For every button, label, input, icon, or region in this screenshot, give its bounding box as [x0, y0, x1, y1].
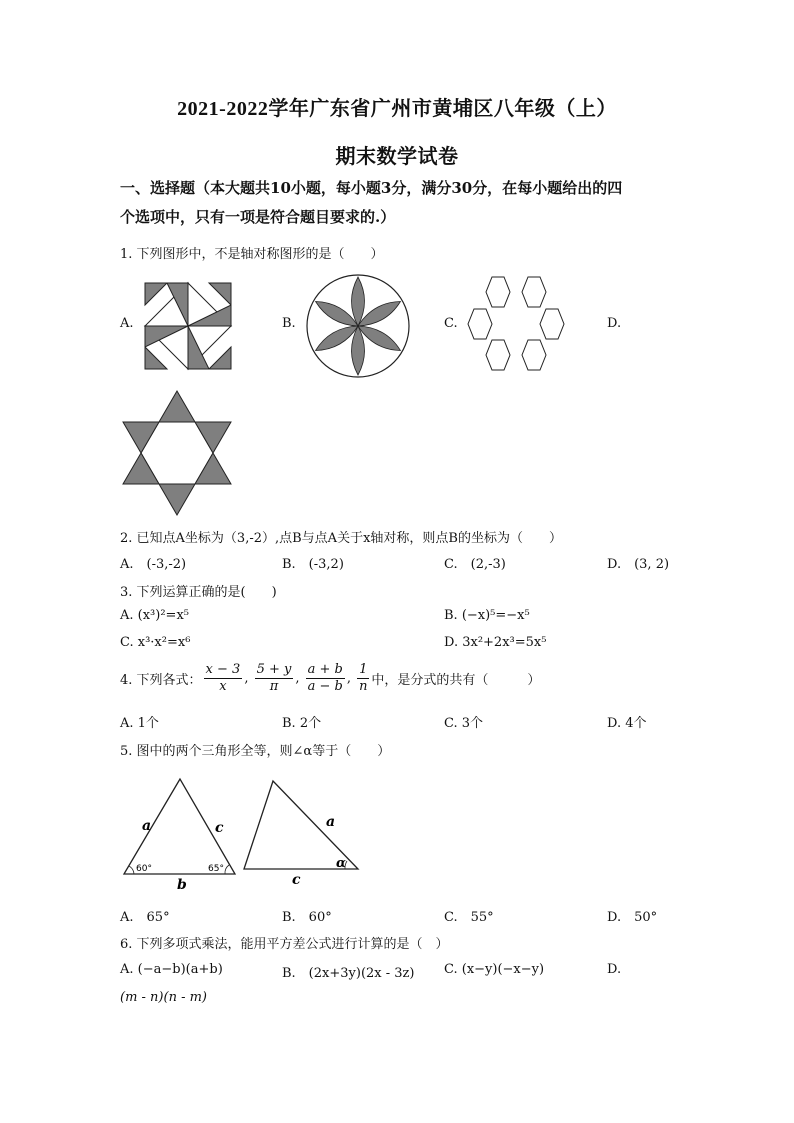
question-1-option-c-label: C. — [444, 316, 458, 331]
question-4-option-d: D. 4个 — [607, 716, 647, 731]
fraction-1: $\frac{x - 3}{x}$ — [205, 662, 241, 694]
question-6-option-d-expression: (m - n)(n - m) — [120, 990, 208, 1005]
question-1-option-b-label: B. — [282, 316, 296, 331]
triangle-2-angle-alpha: α — [336, 856, 347, 871]
fraction-3: $\frac{a + b}{a - b}$ — [307, 662, 343, 694]
triangle-1-angle-left: 60° — [136, 864, 152, 874]
question-5-option-d: D. 50° — [607, 910, 658, 925]
triangle-2-side-c: c — [292, 872, 301, 888]
triangle-1-side-a: a — [142, 818, 152, 834]
question-3-option-d: D. 3x²+2x³=5x⁵ — [444, 635, 547, 650]
fraction-2: $\frac{5 + y}{\pi}$ — [256, 662, 292, 694]
question-5-option-c: C. 55° — [444, 910, 494, 925]
question-6-option-b: B. (2x+3y)(2x - 3z) — [282, 966, 415, 981]
triangle-1-side-b: b — [177, 877, 187, 893]
question-2-option-a: A. (-3,-2) — [120, 557, 187, 572]
question-6-stem: 6. 下列多项式乘法，能用平方差公式进行计算的是（ ） — [120, 937, 449, 952]
flower-circle-figure — [305, 273, 411, 379]
question-1-option-d-label: D. — [607, 316, 622, 331]
question-3-option-c: C. x³·x²=x⁶ — [120, 635, 191, 650]
question-5-option-b: B. 60° — [282, 910, 332, 925]
page-title: 2021-2022学年广东省广州市黄埔区八年级（上） — [177, 98, 617, 120]
question-2-stem: 2. 已知点A坐标为（3,-2）,点B与点A关于x轴对称，则点B的坐标为（ ） — [120, 531, 562, 546]
hexagon-ring-figure — [468, 276, 574, 372]
question-4-prefix: 4. 下列各式： — [120, 673, 202, 688]
question-6-option-a: A. (−a−b)(a+b) — [120, 962, 223, 977]
pinwheel-figure — [143, 281, 233, 371]
question-3-option-a: A. (x³)²=x⁵ — [120, 608, 189, 623]
fraction-4: $\frac{1}{n}$ — [359, 662, 368, 694]
question-3-option-b: B. (−x)⁵=−x⁵ — [444, 608, 530, 623]
question-1-option-a-label: A. — [120, 316, 134, 331]
triangle-2-figure — [240, 779, 364, 889]
question-6-option-c: C. (x−y)(−x−y) — [444, 962, 545, 977]
question-4-suffix: 中，是分式的共有（ ） — [371, 673, 541, 688]
question-4-option-c: C. 3个 — [444, 716, 484, 731]
question-3-stem: 3. 下列运算正确的是( ) — [120, 585, 277, 600]
question-2-option-b: B. (-3,2) — [282, 557, 344, 572]
question-4-option-b: B. 2个 — [282, 716, 322, 731]
question-5-option-a: A. 65° — [120, 910, 170, 925]
triangle-1-angle-right: 65° — [208, 864, 224, 874]
question-6-option-d: D. — [607, 962, 622, 977]
triangle-2-side-a: a — [326, 814, 336, 830]
triangle-1-side-c: c — [215, 820, 224, 836]
star-figure — [121, 390, 233, 516]
section-heading-line2: 个选项中，只有一项是符合题目要求的.） — [120, 208, 396, 226]
question-4-stem: 4. 下列各式： $\frac{x - 3}{x}$ , $\frac{5 + y}{\pi}$ , $\frac{a + b}{a - b}$ , $\frac{1}{n}$ 中，是分式的共有（ ） — [120, 662, 541, 694]
question-4-option-a: A. 1个 — [120, 716, 159, 731]
triangle-1-figure — [118, 775, 243, 893]
question-2-option-c: C. (2,-3) — [444, 557, 506, 572]
page-subtitle: 期末数学试卷 — [335, 146, 459, 168]
question-2-option-d: D. (3, 2) — [607, 557, 670, 572]
question-5-stem: 5. 图中的两个三角形全等，则∠α等于（ ） — [120, 744, 391, 759]
section-heading-line1: 一、选择题（本大题共10小题，每小题3分，满分30分，在每小题给出的四 — [120, 179, 623, 197]
question-1-stem: 1. 下列图形中，不是轴对称图形的是（ ） — [120, 247, 384, 262]
